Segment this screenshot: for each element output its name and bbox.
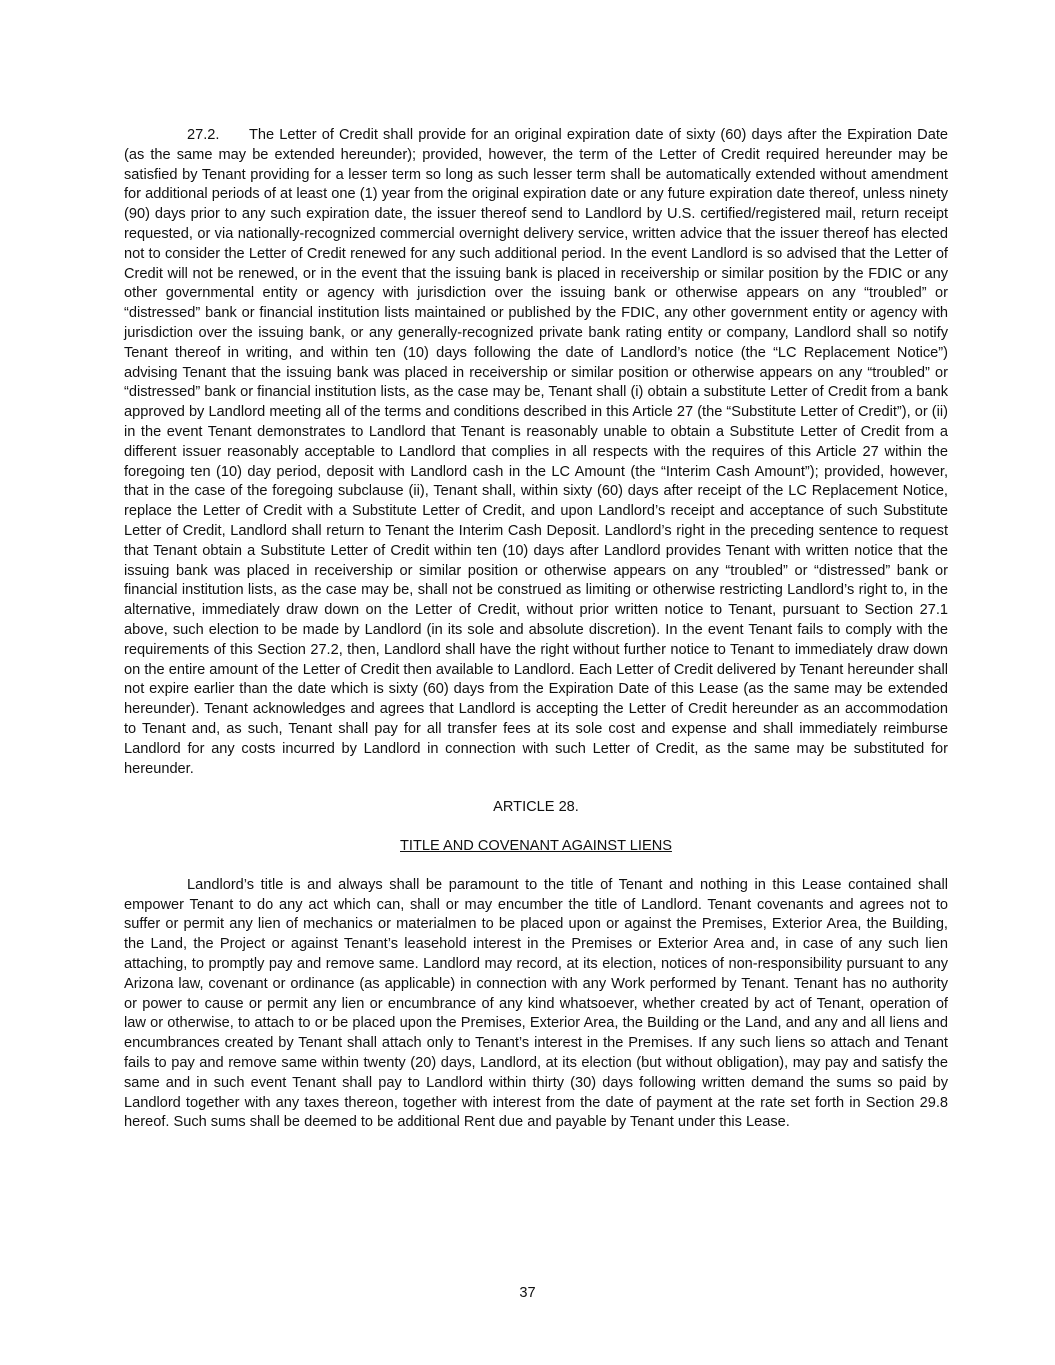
page-number: 37: [519, 1285, 536, 1301]
document-page: [124, 126, 948, 1133]
section-27-2-paragraph: [124, 126, 948, 779]
article-heading: ARTICLE 28.: [493, 799, 579, 816]
section-27-2-text: The Letter of Credit shall provide for an original expiration date of sixty (60) days after the Expiration Date (as the same may be extended hereunder); provided, however, the term of the Letter of Credit required hereunder may be satisfied by Tenant providing for a lesser term so long as such lesser term shall be automatically extended without amendment for additional periods of at least one (1) year from the original expiration date or any future expiration date thereof, unless ninety (90) days prior to any such expiration date, the issuer thereof send to Landlord by U.S. certified/registered mail, return receipt requested, or via nationally-recognized commercial overnight delivery service, written advice that the issuer thereof has elected not to consider the Letter of Credit renewed for any such additional period. In the event Landlord is so advised that the Letter of Credit will not be renewed, or in the event that the issuing bank is placed in receivership or similar position by the FDIC or any other governmental entity or agency with jurisdiction over the issuing bank or otherwise appears on any “troubled” or “distressed” bank or financial institution lists maintained or published by the FDIC, any other government entity or agency with jurisdiction over the issuing bank, or any generally-recognized private bank rating entity or company, Landlord shall so notify Tenant thereof in writing, and within ten (10) days following the date of Landlord’s notice (the “LC Replacement Notice”) advising Tenant that the issuing bank was placed in receivership or similar position or otherwise appears on any “troubled” or “distressed” bank or financial institution lists, as the case may be, Tenant shall (i) obtain a substitute Letter of Credit from a bank approved by Landlord meeting all of the terms and conditions described in this Article 27 (the “Substitute Letter of Credit”), or (ii) in the event Tenant demonstrates to Landlord that Tenant is reasonably unable to obtain a Substitute Letter of Credit from a different issuer reasonably acceptable to Landlord that complies in all respects with the requires of this Article 27 within the foregoing ten (10) day period, deposit with Landlord cash in the LC Amount (the “Interim Cash Amount”); provided, however, that in the case of the foregoing subclause (ii), Tenant shall, within sixty (60) days after receipt of the LC Replacement Notice, replace the Letter of Credit with a Substitute Letter of Credit, and upon Landlord’s receipt and acceptance of such Substitute Letter of Credit, Landlord shall return to Tenant the Interim Cash Deposit. Landlord’s right in the preceding sentence to request that Tenant obtain a Substitute Letter of Credit within ten (10) days after Landlord provides Tenant with written notice that the issuing bank was placed in receivership or similar position or otherwise appears on any “troubled” or “distressed” bank or financial institution lists, as the case may be, shall not be construed as limiting or otherwise restricting Landlord’s right to, in the alternative, immediately draw down on the Letter of Credit, without prior written notice to Tenant, pursuant to Section 27.1 above, such election to be made by Landlord (in its sole and absolute discretion). In the event Tenant fails to comply with the requirements of this Section 27.2, then, Landlord shall have the right without further notice to Tenant to immediately draw down on the entire amount of the Letter of Credit then available to Landlord. Each Letter of Credit delivered by Tenant hereunder shall not expire earlier than the date which is sixty (60) days from the Expiration Date of this Lease (as the same may be extended hereunder). Tenant acknowledges and agrees that Landlord is accepting the Letter of Credit hereunder as an accommodation to Tenant and, as such, Tenant shall pay for all transfer fees at its sole cost and expense and shall immediately reimburse Landlord for any costs incurred by Landlord in connection with such Letter of Credit, as the same may be substituted for hereunder.: [124, 127, 948, 777]
section-number: 27.2.: [187, 127, 220, 143]
article-title: TITLE AND COVENANT AGAINST LIENS: [400, 838, 672, 855]
article-28-paragraph: Landlord’s title is and always shall be paramount to the title of Tenant and nothing in this Lease contained shall empower Tenant to do any act which can, shall or may encumber the title of Landlord. Tenant covenants and agrees not to suffer or permit any lien of mechanics or materialmen to be placed upon or against the Premises, Exterior Area, the Building, the Land, the Project or against Tenant’s leasehold interest in the Premises or Exterior Area and, in case of any such lien attaching, to promptly pay and remove same. Landlord may record, at its election, notices of non-responsibility pursuant to any Arizona law, covenant or ordinance (as applicable) in connection with any Work performed by Tenant. Tenant has no authority or power to cause or permit any lien or encumbrance of any kind whatsoever, whether created by act of Tenant, operation of law or otherwise, to attach to or be placed upon the Premises, Exterior Area, the Building or the Land, and any and all liens and encumbrances created by Tenant shall attach only to Tenant’s interest in the Premises. If any such liens so attach and Tenant fails to pay and remove same within twenty (20) days, Landlord, at its election (but without obligation), may pay and satisfy the same and in such event Tenant shall pay to Landlord within thirty (30) days following written demand the sums so paid by Landlord together with any taxes thereon, together with interest from the date of payment at the rate set forth in Section 29.8 hereof. Such sums shall be deemed to be additional Rent due and payable by Tenant under this Lease.: [124, 876, 948, 1131]
